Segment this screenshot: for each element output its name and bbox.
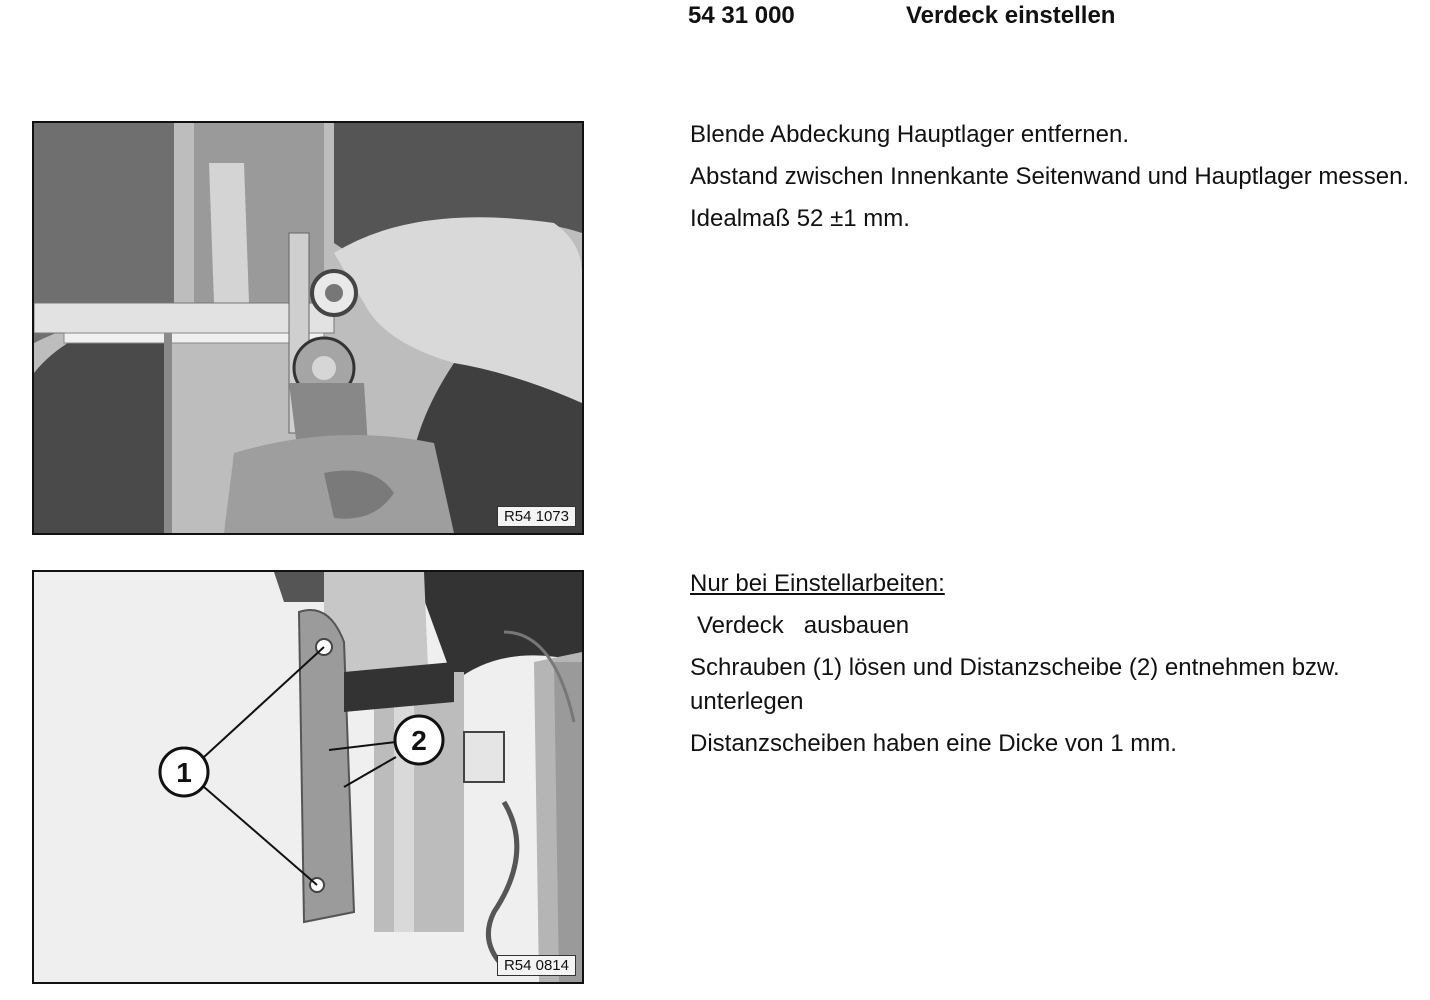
callout-2-label: 2 (411, 725, 427, 756)
instruction-line: Blende Abdeckung Hauptlager entfernen. (690, 121, 1129, 148)
callout-1 (160, 748, 208, 796)
callout-2 (395, 716, 443, 764)
instruction-block-2 (690, 567, 1425, 769)
figure-shim-adjustment (32, 570, 584, 984)
instruction-line: Schrauben (1) lösen und Distanzscheibe (2) entnehmen bzw. unterlegen (690, 654, 1340, 715)
callout-1-label: 1 (176, 757, 192, 788)
figure-main-bearing-measurement (32, 121, 584, 535)
figure-1-illustration (34, 123, 582, 533)
figure-2-illustration (34, 572, 582, 982)
instruction-line: Verdeck ausbauen (697, 612, 910, 639)
figure-code-label: R54 1073 (497, 506, 576, 527)
instruction-heading: Nur bei Einstellarbeiten: (690, 570, 945, 597)
instruction-line: Abstand zwischen Innenkante Seitenwand und Hauptlager messen. (690, 163, 1410, 190)
instruction-line: Idealmaß 52 ±1 mm. (690, 205, 910, 232)
page-title: Verdeck einstellen (906, 2, 1116, 29)
instruction-line: Distanzscheiben haben eine Dicke von 1 mm. (690, 730, 1177, 757)
instruction-block-1 (690, 118, 1425, 244)
section-code: 54 31 000 (688, 2, 795, 29)
figure-code-label: R54 0814 (497, 955, 576, 976)
